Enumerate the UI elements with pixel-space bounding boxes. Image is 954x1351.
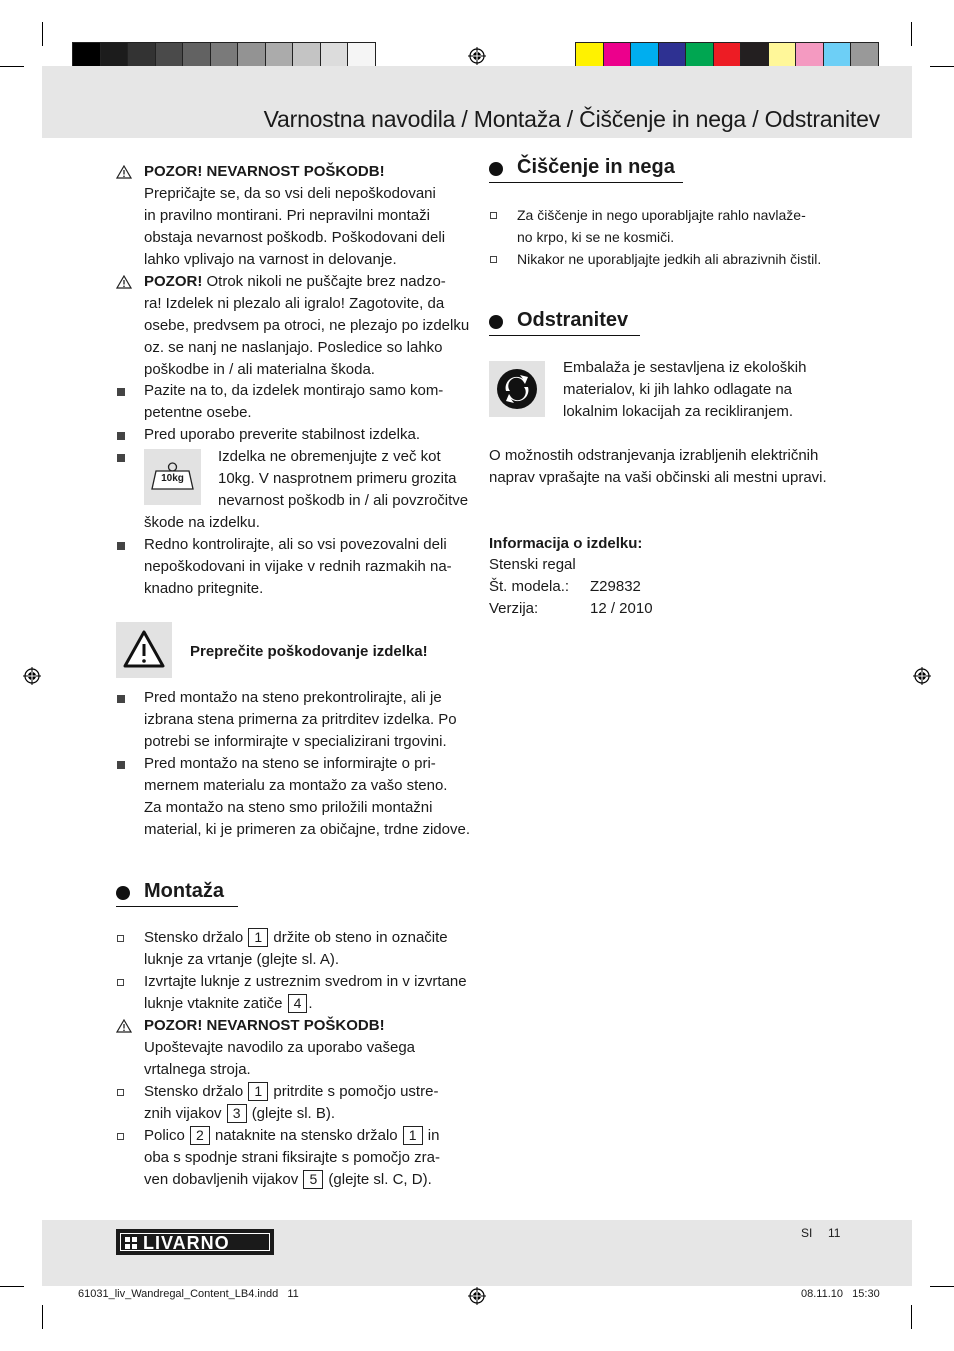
warning-text: Otrok nikoli ne puščajte brez nadzo- <box>202 273 446 290</box>
bullet-square <box>117 388 125 396</box>
step-text: luknje vtaknite zatiče <box>144 995 283 1012</box>
weight-icon-box <box>144 449 201 505</box>
product-name: Stenski regal <box>489 556 576 573</box>
bullet-text-line: petentne osebe. <box>144 404 252 421</box>
crop-mark <box>911 1305 912 1329</box>
bullet-text-line: Pazite na to, da izdelek montirajo samo kom- <box>144 382 444 399</box>
warning-triangle-icon <box>116 275 132 289</box>
section-underline <box>489 182 683 183</box>
crop-mark <box>0 1286 24 1287</box>
crop-mark <box>0 66 24 67</box>
green-dot-recycling-icon <box>489 361 545 417</box>
crop-mark <box>930 66 954 67</box>
warning-title: POZOR! NEVARNOST POŠKODB! <box>144 163 385 180</box>
warning-text-line: lahko vplivajo na varnost in delovanje. <box>144 251 397 268</box>
warning-text-line: Prepričajte se, da so vsi deli nepoškodovani <box>144 185 436 202</box>
warning-triangle-icon <box>116 165 132 179</box>
language-code: SI <box>801 1226 813 1240</box>
step-checkbox <box>117 1089 124 1096</box>
step-line: Izvrtajte luknje z ustreznim svedrom in v izvrtane <box>144 973 467 990</box>
warning-text-line: poškodbe in / ali materialna škoda. <box>144 361 375 378</box>
step-text: (glejte sl. C, D). <box>328 1171 432 1188</box>
bullet-text-line: nevarnost poškodb in / ali povzročitve <box>218 492 469 509</box>
bullet-text-line: Pred montažo na steno se informirajte o pri- <box>144 755 436 772</box>
warning-text-line: osebe, predvsem pa otroci, ne plezajo po izdelku <box>144 317 470 334</box>
list-checkbox <box>490 256 497 263</box>
step-text: pritrdite s pomočjo ustre- <box>273 1083 439 1100</box>
step-text: znih vijakov <box>144 1105 222 1122</box>
bullet-text-line: potrebi se informirajte v specializirani trgovini. <box>144 733 447 750</box>
crop-mark <box>42 22 43 46</box>
step-line <box>144 1081 438 1103</box>
step-text: Stensko držalo <box>144 929 244 946</box>
disposal-text-line: Embalaža je sestavljena iz ekoloških <box>563 359 807 376</box>
step-checkbox <box>117 979 124 986</box>
list-text-line: Za čiščenje in nego uporabljajte rahlo navlaže- <box>517 207 806 223</box>
list-text-line: Nikakor ne uporabljajte jedkih ali abrazivnih čistil. <box>517 251 822 267</box>
section-bullet-dot <box>489 162 503 176</box>
step-line: oba s spodnje strani fiksirajte s pomočjo zra- <box>144 1149 440 1166</box>
caution-text: Preprečite poškodovanje izdelka! <box>190 643 428 660</box>
step-text: in <box>427 1127 440 1144</box>
section-bullet-dot <box>116 886 130 900</box>
step-text: (glejte sl. B). <box>251 1105 336 1122</box>
step-line <box>144 1169 432 1191</box>
crop-mark <box>930 1286 954 1287</box>
bullet-square <box>117 432 125 440</box>
warning-triangle-icon <box>116 1019 132 1033</box>
logo-mark-icon <box>125 1237 139 1249</box>
step-line <box>144 1125 439 1147</box>
bullet-text-line: izbrana stena primerna za pritrditev izdelka. Po <box>144 711 457 728</box>
step-line <box>144 1103 335 1125</box>
bullet-text-line: Izdelka ne obremenjujte z več kot <box>218 448 441 465</box>
logo-text: LIVARNO <box>143 1233 230 1253</box>
disposal-text-line: O možnostih odstranjevanja izrabljenih električnih <box>489 447 819 464</box>
section-underline <box>489 335 640 336</box>
disposal-text-line: naprav vprašajte na vaši občinski ali mestni upravi. <box>489 469 827 486</box>
part-reference: 1 <box>248 1082 268 1101</box>
bullet-text-line: Pred montažo na steno prekontrolirajte, ali je <box>144 689 442 706</box>
step-text: držite ob steno in označite <box>273 929 448 946</box>
list-text-line: no krpo, ki se ne kosmiči. <box>517 229 675 245</box>
bullet-text-line: Pred uporabo preverite stabilnost izdelka. <box>144 426 420 443</box>
file-slug: 61031_liv_Wandregal_Content_LB4.indd 11 <box>78 1288 299 1300</box>
warning-text-line: ra! Izdelek ni plezalo ali igralo! Zagotovite, da <box>144 295 445 312</box>
bullet-text-line: škode na izdelku. <box>144 514 260 531</box>
version-value: 12 / 2010 <box>590 600 653 617</box>
step-text: ven dobavljenih vijakov <box>144 1171 299 1188</box>
bullet-text-line: material, ki je primeren za običajne, trdne zidove. <box>144 821 470 838</box>
step-line <box>144 993 313 1015</box>
section-underline <box>116 906 238 907</box>
warning-text-line: obstaja nevarnost poškodb. Poškodovani deli <box>144 229 446 246</box>
part-reference: 2 <box>190 1126 210 1145</box>
crop-mark <box>911 22 912 46</box>
step-text: Stensko držalo <box>144 1083 244 1100</box>
bullet-text-line: nepoškodovani in vijake v rednih razmakih na- <box>144 558 452 575</box>
warning-title: POZOR! NEVARNOST POŠKODB! <box>144 1017 385 1034</box>
crop-mark <box>42 1305 43 1329</box>
caution-icon-box <box>116 622 172 678</box>
page-number: 11 <box>828 1226 841 1240</box>
step-text: . <box>308 995 313 1012</box>
warning-text-line: vrtalnega stroja. <box>144 1061 251 1078</box>
bullet-text-line: 10kg. V nasprotnem primeru grozita <box>218 470 457 487</box>
weight-label: 10kg <box>161 473 184 484</box>
bullet-square <box>117 454 125 462</box>
step-line <box>144 927 448 949</box>
bullet-square <box>117 695 125 703</box>
warning-text-line: in pravilno montirani. Pri nepravilni montaži <box>144 207 430 224</box>
part-reference: 4 <box>288 994 308 1013</box>
section-heading-montaza: Montaža <box>144 880 224 902</box>
warning-text-line: Upoštevajte navodilo za uporabo vašega <box>144 1039 416 1056</box>
registration-mark-icon <box>468 1287 486 1305</box>
disposal-text-line: materialov, ki jih lahko odlagate na <box>563 381 793 398</box>
section-bullet-dot <box>489 315 503 329</box>
bullet-text-line: Za montažo na steno smo priložili montažni <box>144 799 433 816</box>
section-heading-disposal: Odstranitev <box>517 309 629 331</box>
registration-mark-icon <box>23 667 41 685</box>
livarno-logo <box>116 1229 274 1255</box>
part-reference: 1 <box>403 1126 423 1145</box>
registration-mark-icon <box>913 667 931 685</box>
bullet-square <box>117 761 125 769</box>
model-value: Z29832 <box>590 578 641 595</box>
step-text: Polico <box>144 1127 185 1144</box>
warning-text-line: oz. se nanj ne naslanjajo. Posledice so lahko <box>144 339 443 356</box>
part-reference: 1 <box>248 928 268 947</box>
bullet-square <box>117 542 125 550</box>
model-label: Št. modela.: <box>489 578 570 595</box>
bullet-text-line: Redno kontrolirajte, ali so vsi povezovalni deli <box>144 536 447 553</box>
warning-triangle-icon <box>116 622 172 678</box>
step-checkbox <box>117 1133 124 1140</box>
disposal-text-line: lokalnim lokacijah za recikliranjem. <box>563 403 794 420</box>
version-label: Verzija: <box>489 600 539 617</box>
step-text: nataknite na stensko držalo <box>215 1127 398 1144</box>
section-heading-cleaning: Čiščenje in nega <box>517 156 675 178</box>
bullet-text-line: mernem materialu za montažo za vašo steno. <box>144 777 448 794</box>
warning-first-line <box>144 271 446 293</box>
page-title: Varnostna navodila / Montaža / Čiščenje in nega / Odstranitev <box>263 106 880 132</box>
part-reference: 3 <box>227 1104 247 1123</box>
step-checkbox <box>117 935 124 942</box>
list-checkbox <box>490 212 497 219</box>
product-info-title: Informacija o izdelku: <box>489 535 643 552</box>
step-line: luknje za vrtanje (glejte sl. A). <box>144 951 340 968</box>
print-date: 08.11.10 15:30 <box>801 1288 880 1300</box>
bullet-text-line: knadno pritegnite. <box>144 580 264 597</box>
recycling-icon-box <box>489 361 545 417</box>
part-reference: 5 <box>303 1170 323 1189</box>
registration-mark-icon <box>468 47 486 65</box>
warning-title: POZOR! <box>144 273 203 290</box>
